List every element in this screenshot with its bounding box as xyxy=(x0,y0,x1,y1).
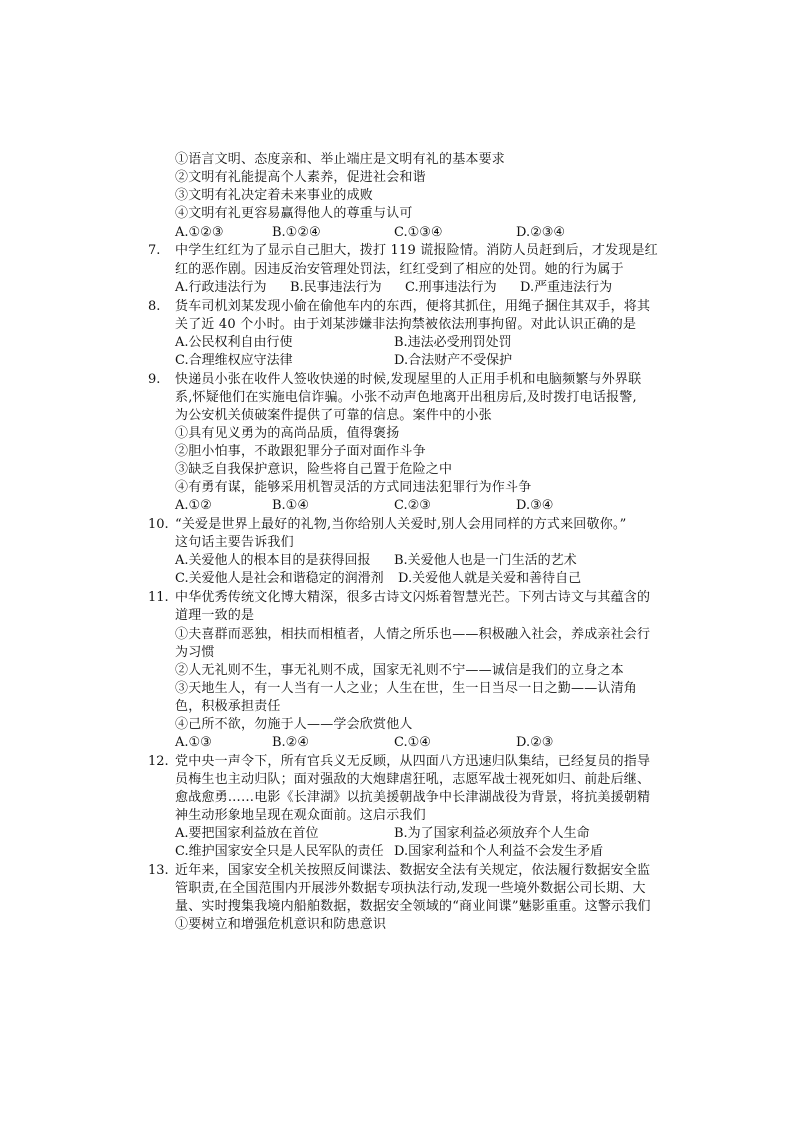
q6-option-c: C.①③④ xyxy=(394,225,443,240)
q11-stem-2: 道理一致的是 xyxy=(175,608,255,623)
q11-option-d: D.②③ xyxy=(516,735,554,750)
q8-option-c: C.合理维权应守法律 xyxy=(175,353,293,368)
q11-statement-3-cont: 色，积极承担责任 xyxy=(175,699,281,714)
q9-statement-3: ③缺乏自我保护意识，险些将自己置于危险之中 xyxy=(175,462,453,477)
q8-option-b: B.违法必受刑罚处罚 xyxy=(394,335,512,350)
q9-option-d: D.③④ xyxy=(516,498,554,513)
q9-option-b: B.①④ xyxy=(272,498,309,513)
q9-statement-2: ②胆小怕事，不敢跟犯罪分子面对面作斗争 xyxy=(175,444,426,459)
q9-stem-2: 系,怀疑他们在实施电信诈骗。小张不动声色地离开出租房后,及时拨打电话报警, xyxy=(175,390,637,405)
q11-stem-1: 中华优秀传统文化博大精深，很多古诗文闪烁着智慧光芒。下列古诗文与其蕴含的 xyxy=(175,590,651,605)
q7-option-a: A.行政违法行为 xyxy=(175,280,267,295)
q12-option-b: B.为了国家利益必须放弃个人生命 xyxy=(394,826,590,841)
q13-stem-2: 管职责,在全国范围内开展涉外数据专项执法行动,发现一些境外数据公司长期、大 xyxy=(175,881,646,896)
q11-statement-3: ③天地生人，有一人当有一人之业；人生在世，生一日当尽一日之勤——认清角 xyxy=(175,681,638,696)
q11-option-b: B.②④ xyxy=(272,735,309,750)
q13-stem-1: 近年来，国家安全机关按照反间谍法、数据安全法有关规定，依法履行数据安全监 xyxy=(175,863,651,878)
q7-option-b: B.民事违法行为 xyxy=(290,280,382,295)
q12-number: 12. xyxy=(148,754,169,769)
q9-statement-1: ①具有见义勇为的高尚品质，值得褒扬 xyxy=(175,426,400,441)
q6-statement-2: ②文明有礼能提高个人素养，促进社会和谐 xyxy=(175,170,426,185)
q12-stem-4: 神生动形象地呈现在观众面前。这启示我们 xyxy=(175,808,426,823)
q6-statement-3: ③文明有礼决定着未来事业的成败 xyxy=(175,188,374,203)
q12-stem-3: 愈战愈勇……电影《长津湖》以抗美援朝战争中长津湖战役为背景，将抗美援朝精 xyxy=(175,790,651,805)
q12-option-a: A.要把国家利益放在首位 xyxy=(175,826,319,841)
q12-option-d: D.国家利益和个人利益不会发生矛盾 xyxy=(394,844,604,859)
q11-statement-1: ①夫喜群而恶独，相扶而相植者，人情之所乐也——积极融入社会，养成亲社会行 xyxy=(175,627,651,642)
q6-option-d: D.②③④ xyxy=(516,225,566,240)
q7-option-c: C.刑事违法行为 xyxy=(405,280,497,295)
q9-option-a: A.①② xyxy=(175,498,212,513)
q8-stem-1: 货车司机刘某发现小偷在偷他车内的东西，便将其抓住，用绳子捆住其双手，将其 xyxy=(175,299,651,314)
q8-number: 8. xyxy=(148,299,161,314)
q6-statement-1: ①语言文明、态度亲和、举止端庄是文明有礼的基本要求 xyxy=(175,152,506,167)
q10-option-b: B.关爱他人也是一门生活的艺术 xyxy=(394,553,577,568)
q8-stem-2: 关了近 40 个小时。由于刘某涉嫌非法拘禁被依法刑事拘留。对此认识正确的是 xyxy=(175,317,637,332)
q11-number: 11. xyxy=(148,590,169,605)
q6-option-b: B.①②④ xyxy=(272,225,321,240)
q10-stem-1: “关爱是世界上最好的礼物,当你给别人关爱时,别人会用同样的方式来回敬你。” xyxy=(175,517,627,532)
q9-stem-1: 快递员小张在收件人签收快递的时候,发现屋里的人正用手机和电脑频繁与外界联 xyxy=(175,372,642,387)
q12-stem-2: 员梅生也主动归队；面对强敌的大炮肆虐狂吼，志愿军战士视死如归、前赴后继、 xyxy=(175,772,651,787)
q10-option-d: D.关爱他人就是关爱和善待自己 xyxy=(398,571,582,586)
q11-statement-2: ②人无礼则不生，事无礼则不成，国家无礼则不宁——诚信是我们的立身之本 xyxy=(175,663,624,678)
q10-option-a: A.关爱他人的根本目的是获得回报 xyxy=(175,553,371,568)
q12-stem-1: 党中央一声令下，所有官兵义无反顾，从四面八方迅速归队集结，已经复员的指导 xyxy=(175,754,651,769)
q11-statement-4: ④己所不欲，勿施于人——学会欣赏他人 xyxy=(175,717,413,732)
q11-statement-1-cont: 为习惯 xyxy=(175,645,215,660)
q9-option-c: C.②③ xyxy=(394,498,431,513)
q10-option-c: C.关爱他人是社会和谐稳定的润滑剂 xyxy=(175,571,384,586)
q8-option-a: A.公民权利自由行使 xyxy=(175,335,293,350)
q6-statement-4: ④文明有礼更容易赢得他人的尊重与认可 xyxy=(175,206,413,221)
q8-option-d: D.合法财产不受保护 xyxy=(394,353,513,368)
q13-statement-1: ①要树立和增强危机意识和防患意识 xyxy=(175,917,387,932)
q9-statement-4: ④有勇有谋，能够采用机智灵活的方式同违法犯罪行为作斗争 xyxy=(175,480,532,495)
q7-stem-2: 红的恶作剧。因违反治安管理处罚法，红红受到了相应的处罚。她的行为属于 xyxy=(175,262,624,277)
q13-stem-3: 量、实时搜集我境内船舶数据，数据安全领域的“商业间谍”魅影重重。这警示我们 xyxy=(175,899,651,914)
q10-stem-2: 这句话主要告诉我们 xyxy=(175,535,294,550)
q7-number: 7. xyxy=(148,243,161,258)
q7-option-d: D.严重违法行为 xyxy=(520,280,613,295)
q9-number: 9. xyxy=(148,372,161,387)
q13-number: 13. xyxy=(148,863,169,878)
q10-number: 10. xyxy=(148,517,169,532)
q7-stem-1: 中学生红红为了显示自己胆大，拨打 119 谎报险情。消防人员赶到后，才发现是红 xyxy=(175,243,658,258)
q11-option-c: C.①④ xyxy=(394,735,431,750)
q6-option-a: A.①②③ xyxy=(175,225,224,240)
q11-option-a: A.①③ xyxy=(175,735,212,750)
q9-stem-3: 为公安机关侦破案件提供了可靠的信息。案件中的小张 xyxy=(175,408,492,423)
q12-option-c: C.维护国家安全只是人民军队的责任 xyxy=(175,844,384,859)
